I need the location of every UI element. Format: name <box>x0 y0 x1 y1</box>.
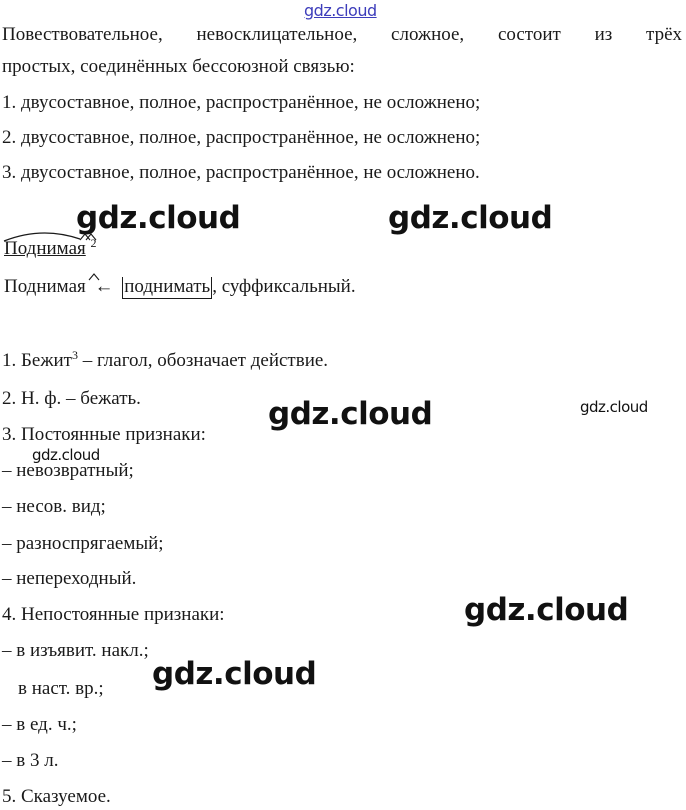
verb-item-2: 2. Н. ф. – бежать. <box>2 388 141 409</box>
watermark: gdz.cloud <box>76 200 241 236</box>
watermark: gdz.cloud <box>152 656 317 692</box>
derived-word-text: Поднимая <box>4 276 86 297</box>
watermark: gdz.cloud <box>268 396 433 432</box>
formation-method: , суффиксальный. <box>212 276 356 297</box>
suffix-mark-icon <box>88 273 100 281</box>
watermark: gdz.cloud <box>32 446 100 464</box>
verb-item-1-sup: 3 <box>71 348 78 362</box>
morphemic-word <box>4 238 97 260</box>
var-feature: в наст. вр.; <box>18 678 104 699</box>
watermark-top: gdz.cloud <box>304 1 377 20</box>
verb-item-1 <box>2 350 328 372</box>
parsed-word-text: Поднимая <box>4 238 86 259</box>
verb-item-4: 4. Непостоянные признаки: <box>2 604 225 625</box>
parsed-word <box>4 238 86 260</box>
base-word: поднимать <box>124 276 211 297</box>
sentence-analysis-line1: Повествовательное, невосклицательное, сложное, состоит из трёх <box>2 24 682 45</box>
clause-item-2: 2. двусоставное, полное, распространённое, не осложнено; <box>2 127 481 148</box>
var-feature: – в ед. ч.; <box>2 714 77 735</box>
const-feature: – несов. вид; <box>2 496 106 517</box>
root-arc-icon <box>2 226 102 244</box>
task-number: 2 <box>90 236 97 250</box>
verb-item-3: 3. Постоянные признаки: <box>2 424 206 445</box>
const-feature: – разноспрягаемый; <box>2 533 164 554</box>
clause-item-1: 1. двусоставное, полное, распространённое, не осложнено; <box>2 92 481 113</box>
watermark: gdz.cloud <box>580 398 648 416</box>
verb-item-5: 5. Сказуемое. <box>2 786 111 807</box>
watermark: gdz.cloud <box>388 200 553 236</box>
const-feature: – непереходный. <box>2 568 137 589</box>
var-feature: – в 3 л. <box>2 750 59 771</box>
var-feature: – в изъявит. накл.; <box>2 640 149 661</box>
derived-word <box>4 276 86 298</box>
verb-item-1-rest: – глагол, обозначает действие. <box>77 350 329 371</box>
watermark: gdz.cloud <box>464 592 629 628</box>
verb-item-1-word: 1. Бежит <box>2 350 72 371</box>
const-feature: – невозвратный; <box>2 460 134 481</box>
clause-item-3: 3. двусоставное, полное, распространённое, не осложнено. <box>2 162 480 183</box>
sentence-analysis-line2: простых, соединённых бессоюзной связью: <box>2 56 355 77</box>
derivation-arrow: ← <box>94 276 114 297</box>
word-formation-line <box>4 276 356 299</box>
